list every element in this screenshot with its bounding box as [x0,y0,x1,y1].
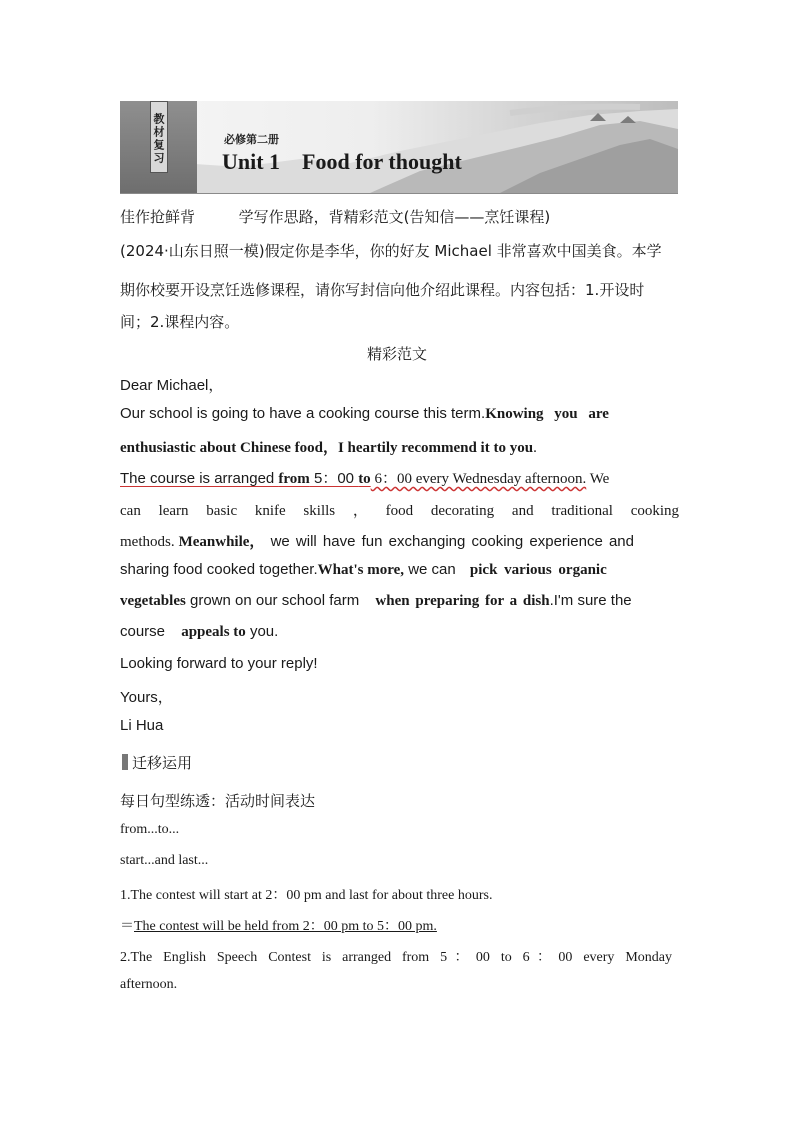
essay-line-2 [120,436,537,457]
essay-line-4: can learn basic knife skills ， food decorating and traditional cooking [120,503,680,519]
closing: Looking forward to your reply! [120,655,318,672]
yours: Yours， [120,689,173,706]
text: . [533,440,537,456]
unit-banner [120,101,678,194]
essay-line-8 [120,623,278,641]
signature: Li Hua [120,717,164,734]
section-label: 佳作抢鲜背 [120,208,196,226]
text: The course is arranged [120,470,279,487]
question-2-line-1: 2.The English Speech Contest is arranged from 5：00 to 6：00 every Monday [120,950,672,965]
essay-heading: 精彩范文 [366,345,427,363]
text: We [586,471,610,487]
essay-line-5 [120,530,674,551]
question-2-line-2: afternoon. [120,977,178,992]
essay-line-1 [120,405,674,423]
question-1: 1.The contest will start at 2：00 pm and last for about three hours. [120,888,493,903]
intro-line [120,206,550,227]
practice-heading [122,752,192,773]
side-tab [120,101,197,193]
side-label: 教材复习 [150,101,168,173]
essay-line-6 [120,561,607,579]
highlight-phrase: appeals to [181,624,246,640]
text: you. [245,623,279,640]
unit-title: Unit 1 Food for thought [222,149,462,174]
prompt-line-3: 间；2.课程内容。 [120,313,240,331]
section-marker-icon [122,754,128,770]
essay-line-3 [120,467,609,488]
text: grown on our school farm [185,592,364,609]
keyword-from: from [278,471,310,487]
practice-subtitle: 每日句型练透：活动时间表达 [120,792,316,810]
answer-text: The contest will be held from 2：00 pm to 5：00 pm. [134,919,437,934]
text: sharing food cooked together. [120,561,318,578]
highlight-phrase: pick various organic [469,562,607,578]
text: .I'm sure the [549,592,632,609]
salutation: Dear Michael， [120,377,224,394]
text: methods. [120,534,175,550]
practice-section-label: 迁移运用 [132,754,193,772]
pattern-start-last: start...and last... [120,853,209,868]
equals-sign: ＝ [120,919,134,934]
highlight-phrase: What's more, [317,562,405,578]
highlight-phrase: when preparing for a dish [375,593,550,609]
text: we will have fun exchanging cooking experience and [264,533,634,550]
book-name: 必修第二册 [224,133,279,146]
time-end: 6：00 every Wednesday afternoon. [370,471,587,487]
highlight-phrase: vegetables [120,593,186,609]
keyword-to: to [358,471,371,487]
highlight-phrase: Meanwhile， [178,534,265,550]
text: Our school is going to have a cooking course this term. [120,405,486,422]
time-start: 5：00 [309,470,359,487]
essay-line-7 [120,592,632,610]
highlight-phrase: enthusiastic about Chinese food，I heartily recommend it to you [120,440,534,456]
answer-1 [120,915,437,935]
highlight-phrase: Knowing you are [485,406,609,422]
pattern-from-to: from...to... [120,822,180,837]
prompt-line-1: (2024·山东日照一模)假定你是李华，你的好友 Michael 非常喜欢中国美食。本学 [120,242,662,260]
prompt-line-2: 期你校要开设烹饪选修课程，请你写封信向他介绍此课程。内容包括：1.开设时 [120,281,645,299]
text: we can [404,561,460,578]
mountain-illustration [120,101,678,193]
topic-label: 学写作思路，背精彩范文(告知信——烹饪课程) [238,208,551,226]
text: course [120,623,170,640]
